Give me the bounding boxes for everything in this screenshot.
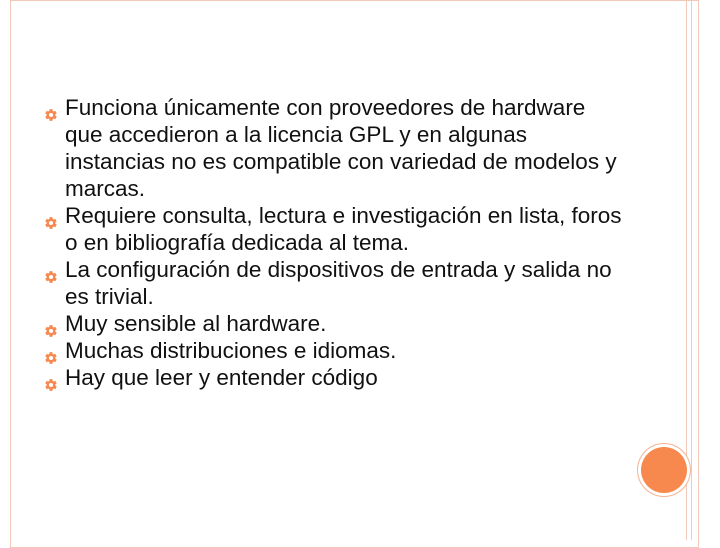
decorative-rail-right xyxy=(691,0,692,540)
decorative-circle xyxy=(641,447,687,493)
list-item-text: Hay que leer y entender código xyxy=(65,365,378,390)
list-item xyxy=(44,202,624,256)
gear-icon xyxy=(44,101,58,115)
gear-icon xyxy=(44,209,58,223)
list-item xyxy=(44,310,624,337)
decorative-rail-left xyxy=(686,0,687,540)
list-item xyxy=(44,364,624,391)
gear-icon xyxy=(44,344,58,358)
list-item xyxy=(44,94,624,202)
gear-icon xyxy=(44,371,58,385)
list-item-text: Requiere consulta, lectura e investigación en lista, foros o en bibliografía dedicada al tema. xyxy=(65,203,622,255)
gear-icon xyxy=(44,263,58,277)
list-item-text: Funciona únicamente con proveedores de hardware que accedieron a la licencia GPL y en algunas instancias no es compatible con variedad de modelos y marcas. xyxy=(65,95,617,201)
list-item xyxy=(44,256,624,310)
list-item xyxy=(44,337,624,364)
list-item-text: Muchas distribuciones e idiomas. xyxy=(65,338,397,363)
list-item-text: La configuración de dispositivos de entrada y salida no es trivial. xyxy=(65,257,612,309)
list-item-text: Muy sensible al hardware. xyxy=(65,311,327,336)
gear-icon xyxy=(44,317,58,331)
bullet-list xyxy=(44,94,624,391)
